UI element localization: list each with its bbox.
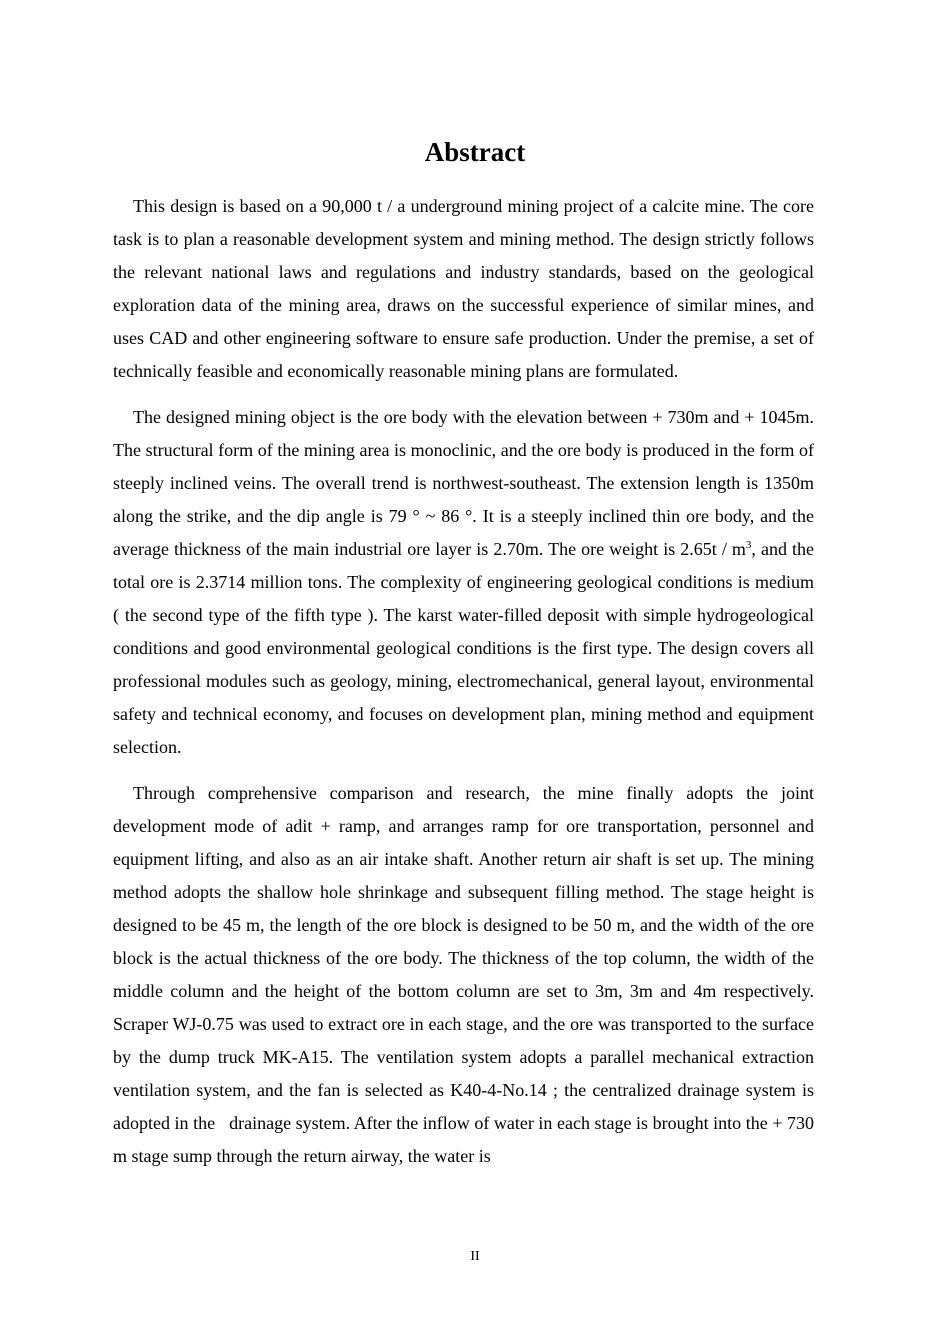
superscript-exponent: 3 <box>745 539 752 551</box>
page-title: Abstract <box>424 137 526 167</box>
paragraph-3 <box>113 777 814 1173</box>
paragraph-3-text-b: drainage system. After the inflow of water in each stage is brought into the + 730 m stage sump through the return airway, the water is <box>113 1113 814 1166</box>
page-number: II <box>470 1249 480 1264</box>
paragraph-1: This design is based on a 90,000 t / a underground mining project of a calcite mine. The core task is to plan a reasonable development system and mining method. The design strictly follows the relevant national laws and regulations and industry standards, based on the geological exploration data of the mining area, draws on the successful experience of similar mines, and uses CAD and other engineering software to ensure safe production. Under the premise, a set of technically feasible and economically reasonable mining plans are formulated. <box>113 196 814 381</box>
abstract-body <box>113 190 814 1186</box>
paragraph-2 <box>113 401 814 764</box>
paragraph-2-text-a: The designed mining object is the ore body with the elevation between + 730m and + 1045m. The structural form of the mining area is monoclinic, and the ore body is produced in the form of steeply inclined veins. The overall trend is northwest-southeast. The extension length is 1350m along the strike, and the dip angle is 79 ° ~ 86 °. It is a steeply inclined thin ore body, and the average thickness of the main industrial ore layer is 2.70m. The ore weight is 2.65t / m <box>113 407 814 559</box>
paragraph-3-text-a: Through comprehensive comparison and research, the mine finally adopts the joint development mode of adit + ramp, and arranges ramp for ore transportation, personnel and equipment lifting, and also as an air intake shaft. Another return air shaft is set up. The mining method adopts the shallow hole shrinkage and subsequent filling method. The stage height is designed to be 45 m, the length of the ore block is designed to be 50 m, and the width of the ore block is the actual thickness of the ore body. The thickness of the top column, the width of the middle column and the height of the bottom column are set to 3m, 3m and 4m respectively. Scraper WJ-0.75 was used to extract ore in each stage, and the ore was transported to the surface by the dump truck MK-A15. The ventilation system adopts a parallel mechanical extraction ventilation system, and the fan is selected as K40-4-No.14 ; the centralized drainage system is adopted in the <box>113 783 814 1133</box>
paragraph-2-text-b: , and the total ore is 2.3714 million tons. The complexity of engineering geological conditions is medium ( the second type of the fifth type ). The karst water-filled deposit with simple hydrogeological conditions and good environmental geological conditions is the first type. The design covers all professional modules such as geology, mining, electromechanical, general layout, environmental safety and technical economy, and focuses on development plan, mining method and equipment selection. <box>113 539 814 757</box>
